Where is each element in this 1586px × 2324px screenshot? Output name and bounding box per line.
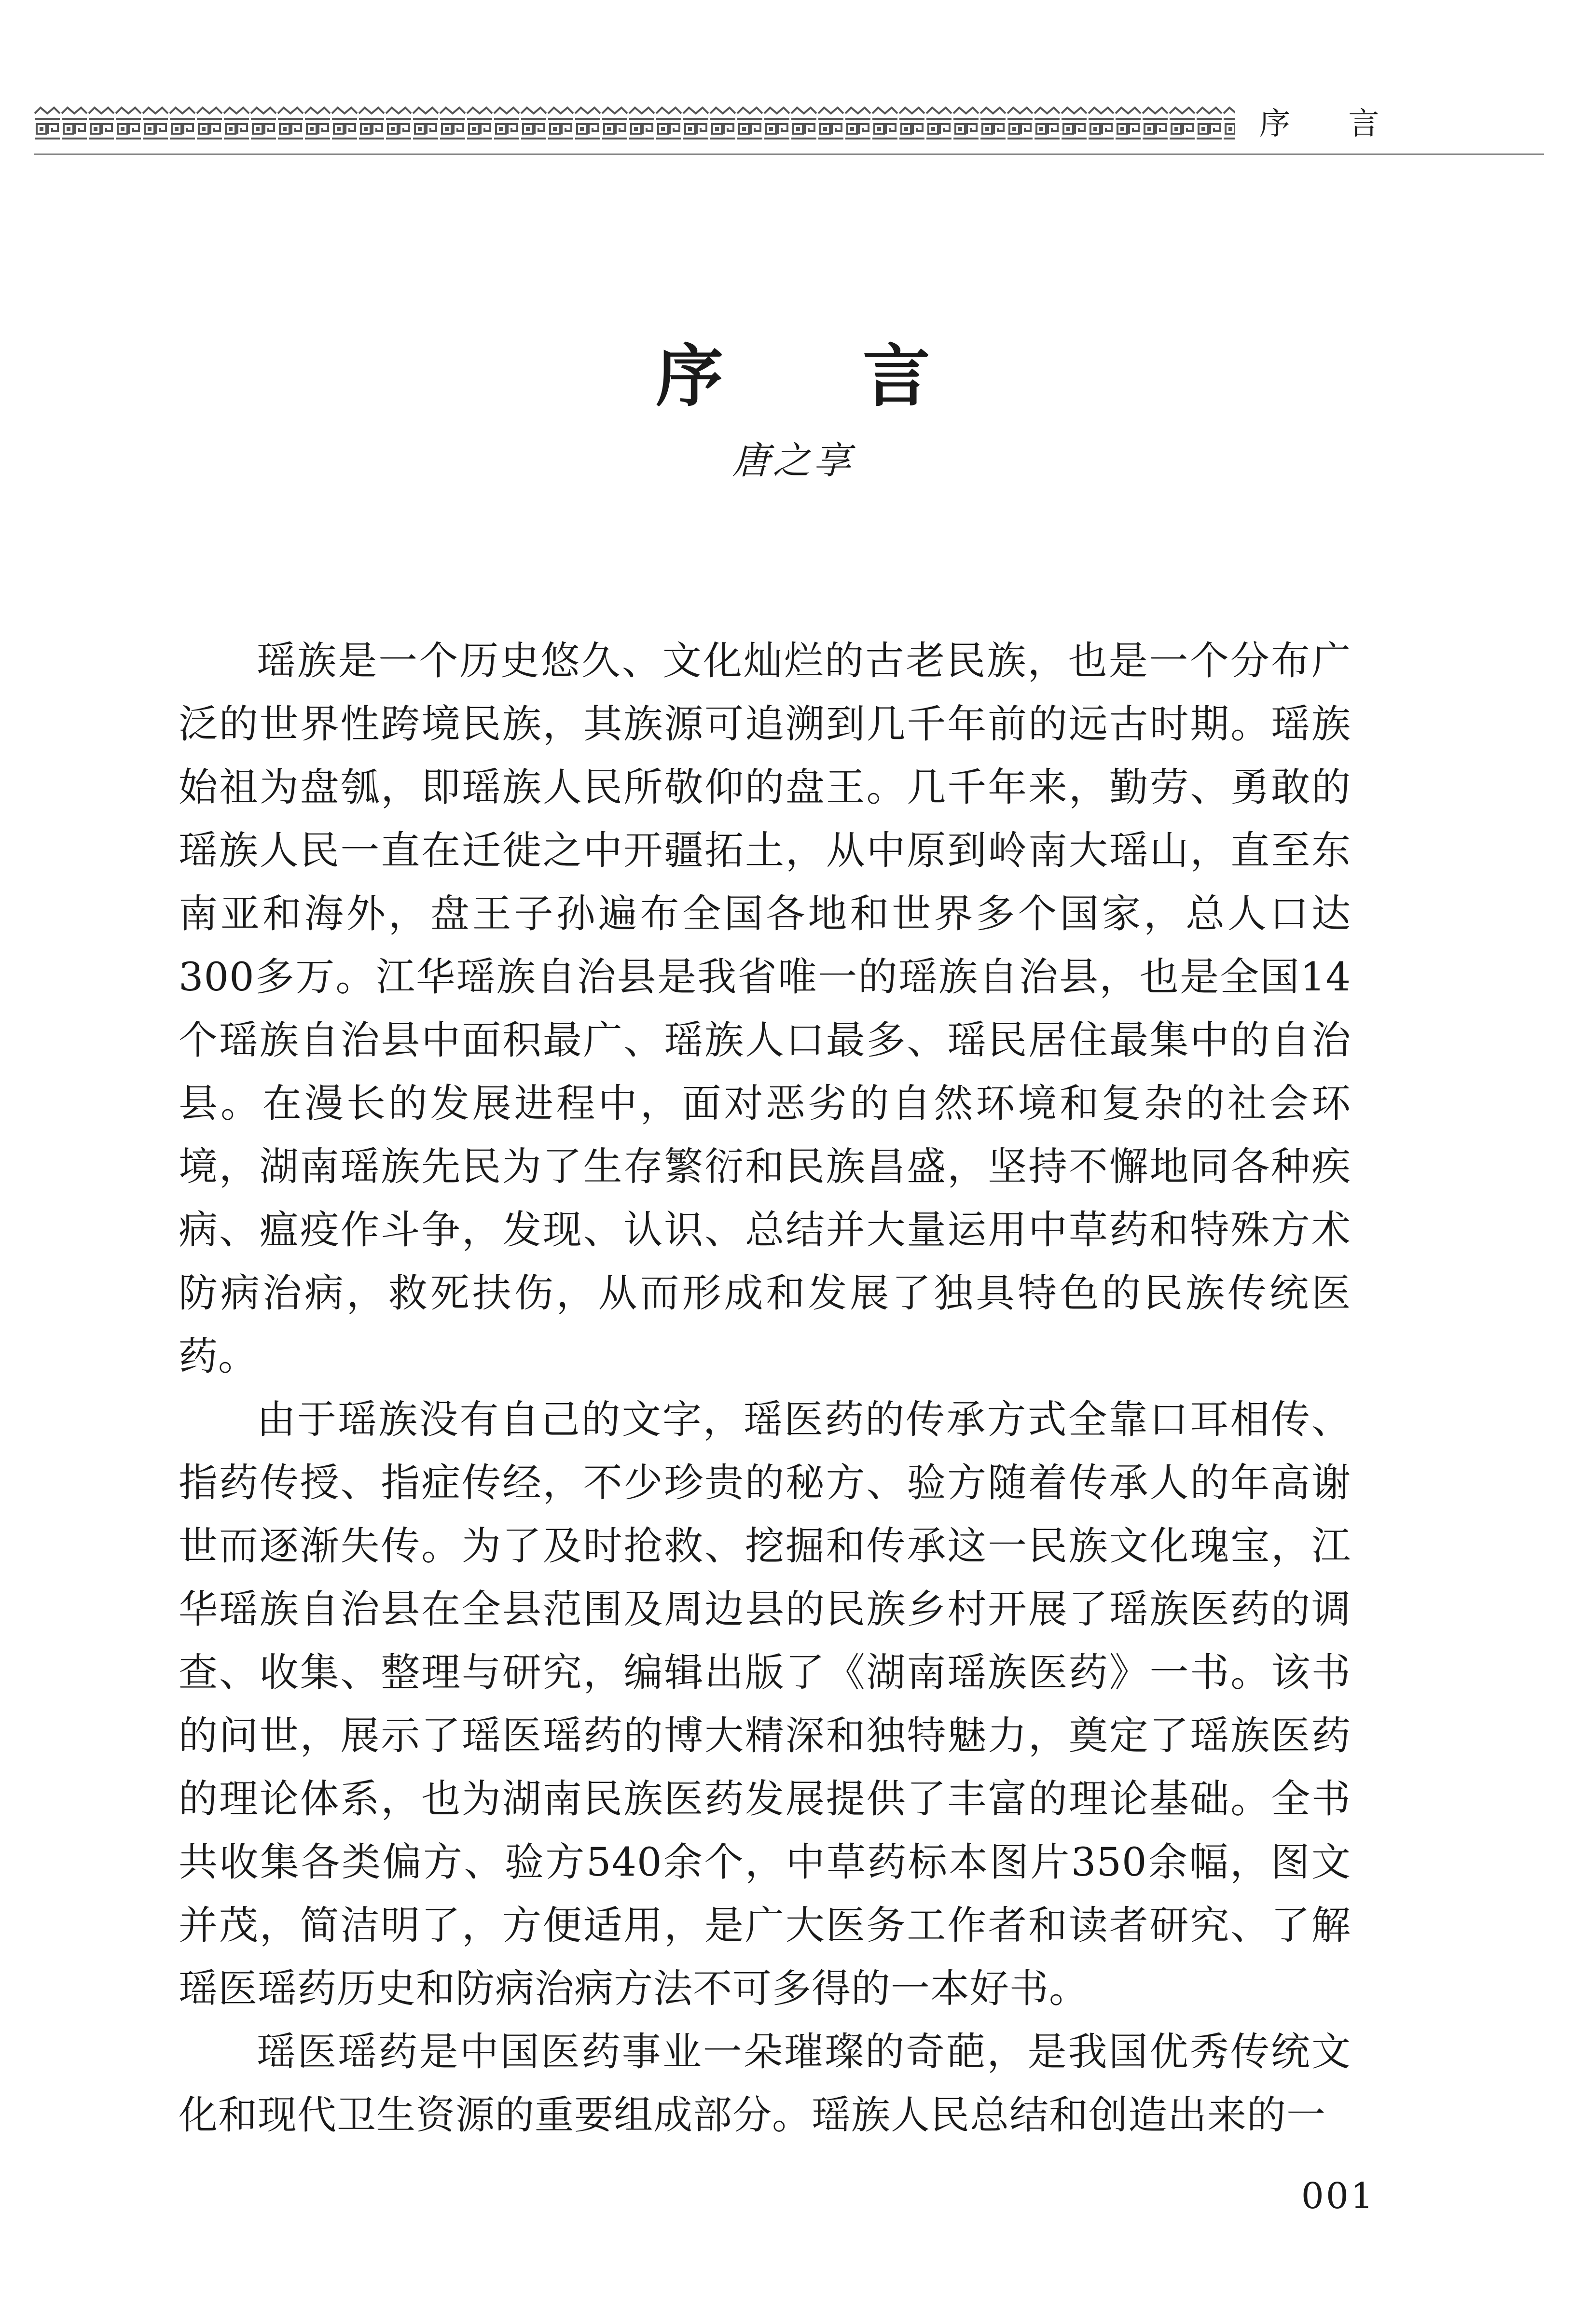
header-ornament-border — [34, 99, 1235, 147]
paragraph-2: 由于瑶族没有自己的文字，瑶医药的传承方式全靠口耳相传、指药传授、指症传经，不少珍贵的秘方、验方随着传承人的年高谢世而逐渐失传。为了及时抢救、挖掘和传承这一民族文化瑰宝，江华瑶族自治县在全县范围及周边县的民族乡村开展了瑶族医药的调查、收集、整理与研究，编辑出版了《湖南瑶族医药》一书。该书的问世，展示了瑶医瑶药的博大精深和独特魅力，奠定了瑶族医药的理论体系，也为湖南民族医药发展提供了丰富的理论基础。全书共收集各类偏方、验方540余个，中草药标本图片350余幅，图文并茂，简洁明了，方便适用，是广大医务工作者和读者研究、了解瑶医瑶药历史和防病治病方法不可多得的一本好书。 — [179, 1397, 1351, 2012]
page-number: 001 — [1301, 2175, 1375, 2217]
paragraph-1: 瑶族是一个历史悠久、文化灿烂的古老民族，也是一个分布广泛的世界性跨境民族，其族源可追溯到几千年前的远古时期。瑶族始祖为盘瓠，即瑶族人民所敬仰的盘王。几千年来，勤劳、勇敢的瑶族人民一直在迁徙之中开疆拓土，从中原到岭南大瑶山，直至东南亚和海外，盘王子孙遍布全国各地和世界多个国家，总人口达300多万。江华瑶族自治县是我省唯一的瑶族自治县，也是全国14个瑶族自治县中面积最广、瑶族人口最多、瑶民居住最集中的自治县。在漫长的发展进程中，面对恶劣的自然环境和复杂的社会环境，湖南瑶族先民为了生存繁衍和民族昌盛，坚持不懈地同各种疾病、瘟疫作斗争，发现、认识、总结并大量运用中草药和特殊方术防病治病，救死扶伤，从而形成和发展了独具特色的民族传统医药。 — [179, 639, 1351, 1379]
chapter-author: 唐之享 — [732, 439, 854, 483]
running-header-title: 序 言 — [1259, 106, 1404, 142]
chapter-title: 序 言 — [656, 337, 988, 416]
body-text — [179, 630, 1351, 2147]
header-divider — [34, 153, 1544, 155]
paragraph-3: 瑶医瑶药是中国医药事业一朵璀璨的奇葩，是我国优秀传统文化和现代卫生资源的重要组成部分。瑶族人民总结和创造出来的一 — [179, 2030, 1351, 2138]
